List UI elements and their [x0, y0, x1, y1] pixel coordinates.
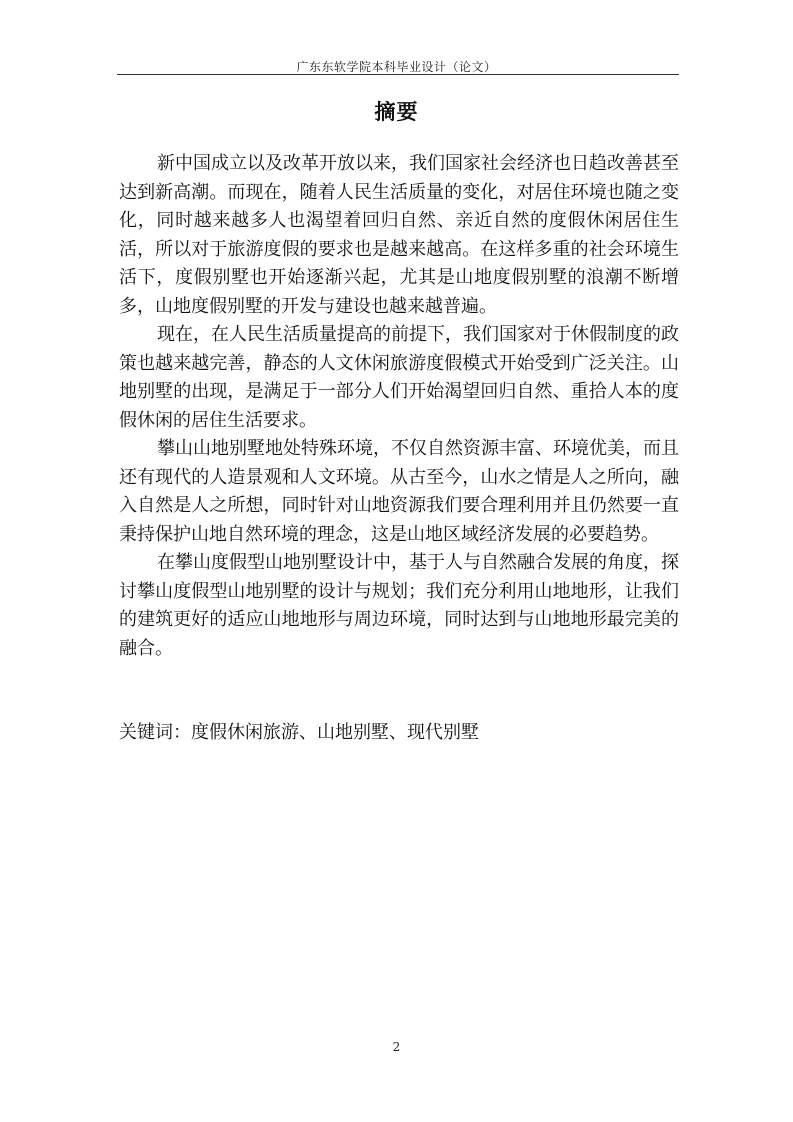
abstract-paragraph-2: 现在，在人民生活质量提高的前提下，我们国家对于休假制度的政策也越来越完善，静态的人文休闲旅游度假模式开始受到广泛关注。山地别墅的出现，是满足于一部分人们开始渴望回归自然、重拾人本的度假休闲的居住生活要求。	[119, 324, 679, 431]
header-divider	[117, 74, 679, 75]
header-title: 广东东软学院本科毕业设计（论文）	[296, 60, 497, 74]
page-number: 2	[392, 1040, 401, 1054]
abstract-paragraph-1: 新中国成立以及改革开放以来，我们国家社会经济也日趋改善甚至达到新高潮。而现在，随着人民生活质量的变化，对居住环境也随之变化，同时越来越多人也渴望着回归自然、亲近自然的度假休闲居住生活，所以对于旅游度假的要求也是越来越高。在这样多重的社会环境生活下，度假别墅也开始逐渐兴起，尤其是山地度假别墅的浪潮不断增多，山地度假别墅的开发与建设也越来越普遍。	[119, 153, 679, 317]
abstract-paragraph-3: 攀山山地别墅地处特殊环境，不仅自然资源丰富、环境优美，而且还有现代的人造景观和人文环境。从古至今，山水之情是人之所向，融入自然是人之所想，同时针对山地资源我们要合理利用并且仍然要一直秉持保护山地自然环境的理念，这是山地区域经济发展的必要趋势。	[119, 438, 679, 545]
keywords-line: 关键词：度假休闲旅游、山地别墅、现代别墅	[119, 722, 479, 743]
abstract-body	[119, 150, 679, 663]
abstract-title: 摘要	[374, 100, 419, 124]
abstract-paragraph-4: 在攀山度假型山地别墅设计中，基于人与自然融合发展的角度，探讨攀山度假型山地别墅的设计与规划；我们充分利用山地地形，让我们的建筑更好的适应山地地形与周边环境，同时达到与山地地形最完美的融合。	[119, 552, 679, 659]
